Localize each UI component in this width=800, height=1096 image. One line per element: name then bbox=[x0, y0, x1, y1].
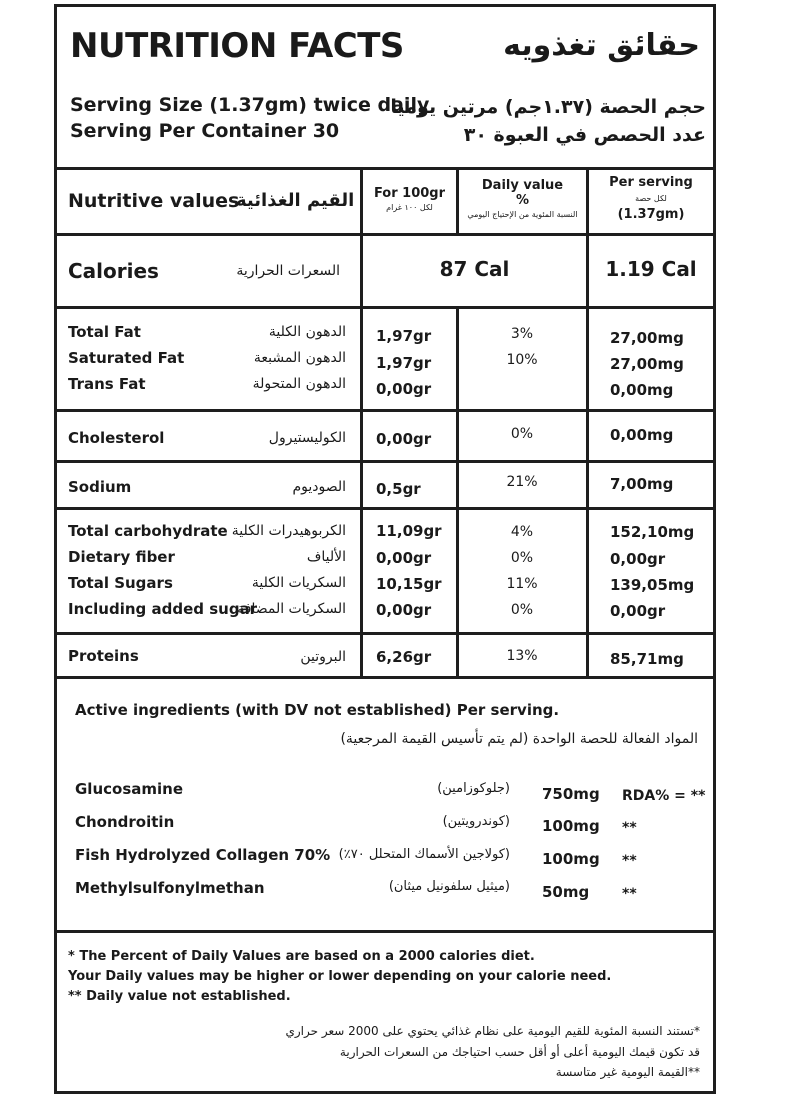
dietary-fiber-label-ar: الألياف bbox=[306, 549, 346, 565]
added-sugar-dv: 0% bbox=[510, 602, 534, 618]
added-sugar-per100: 0,00gr bbox=[376, 601, 432, 619]
col-dv-title: Daily value bbox=[481, 178, 564, 193]
saturated-fat-label: Saturated Fat bbox=[68, 349, 185, 367]
saturated-fat-label-ar: الدهون المشبعة bbox=[253, 350, 346, 366]
ingredient-rda: ** bbox=[622, 853, 637, 869]
calories-per100: 87 Cal bbox=[439, 257, 510, 281]
total-sugars-label: Total Sugars bbox=[68, 574, 173, 592]
calories-label-ar: السعرات الحرارية bbox=[236, 263, 340, 279]
saturated-fat-per-serving: 27,00mg bbox=[610, 355, 684, 373]
footnote-en-1: * The Percent of Daily Values are based on a 2000 calories diet. bbox=[68, 949, 535, 964]
total-sugars-per100: 10,15gr bbox=[376, 575, 442, 593]
col-dv-percent: % bbox=[515, 193, 530, 208]
servings-per-container-ar: عدد الحصص في العبوة ٣٠ bbox=[463, 124, 706, 146]
total-fat-per100: 1,97gr bbox=[376, 327, 432, 345]
nutritive-values-heading-ar: القيم الغذائية bbox=[236, 190, 355, 211]
col-per-serving-qty: (1.37gm) bbox=[617, 207, 685, 222]
added-sugar-per-serving: 0,00gr bbox=[610, 602, 666, 620]
column-divider bbox=[360, 306, 363, 679]
col-per100-title: For 100gr bbox=[373, 186, 446, 201]
col-per-serving-subtitle: لكل حصة bbox=[635, 194, 667, 203]
ingredient-name: Fish Hydrolyzed Collagen 70% bbox=[75, 846, 331, 864]
trans-fat-per100: 0,00gr bbox=[376, 380, 432, 398]
total-fat-label-ar: الدهون الكلية bbox=[268, 324, 346, 340]
footnote-ar-3: **القيمة اليومية غير متاسسة bbox=[555, 1065, 700, 1079]
cholesterol-per100: 0,00gr bbox=[376, 430, 432, 448]
ingredient-rda: ** bbox=[622, 820, 637, 836]
total-carbohydrate-per-serving: 152,10mg bbox=[610, 523, 695, 541]
proteins-label-ar: البروتين bbox=[300, 649, 346, 665]
saturated-fat-per100: 1,97gr bbox=[376, 354, 432, 372]
col-per100-subtitle: لكل ١٠٠ غرام bbox=[386, 203, 433, 212]
divider bbox=[54, 460, 716, 463]
active-ingredients-heading: Active ingredients (with DV not established) Per serving. bbox=[75, 701, 560, 719]
ingredient-rda: ** bbox=[622, 886, 637, 902]
total-carbohydrate-label: Total carbohydrate bbox=[68, 522, 228, 540]
col-per-serving-title: Per serving bbox=[609, 175, 693, 190]
servings-per-container-en: Serving Per Container 30 bbox=[70, 120, 340, 142]
nutritive-values-heading: Nutritive values bbox=[68, 190, 240, 212]
proteins-label: Proteins bbox=[68, 647, 139, 665]
added-sugar-label: Including added sugar bbox=[68, 600, 258, 618]
divider bbox=[54, 233, 716, 236]
active-ingredients-heading-ar: المواد الفعالة للحصة الواحدة (لم يتم تأسيس القيمة المرجعية) bbox=[340, 731, 698, 747]
proteins-dv: 13% bbox=[506, 648, 538, 664]
divider bbox=[54, 632, 716, 635]
column-divider bbox=[456, 306, 459, 679]
cholesterol-dv: 0% bbox=[510, 426, 534, 442]
divider bbox=[54, 930, 716, 933]
col-dv-subtitle: النسبة المئوية من الإحتياج اليومي bbox=[467, 210, 578, 219]
dietary-fiber-dv: 0% bbox=[510, 550, 534, 566]
added-sugar-label-ar: السكريات المضافة bbox=[237, 601, 346, 617]
ingredient-amount: 100mg bbox=[542, 817, 600, 835]
proteins-per-serving: 85,71mg bbox=[610, 650, 684, 668]
title-english: NUTRITION FACTS bbox=[70, 26, 404, 66]
saturated-fat-dv: 10% bbox=[506, 352, 538, 368]
ingredient-amount: 750mg bbox=[542, 785, 600, 803]
dietary-fiber-per-serving: 0,00gr bbox=[610, 550, 666, 568]
footnote-en-3: ** Daily value not established. bbox=[68, 989, 291, 1004]
ingredient-name: Chondroitin bbox=[75, 813, 175, 831]
total-carbohydrate-label-ar: الكربوهيدرات الكلية bbox=[231, 523, 346, 539]
calories-label: Calories bbox=[68, 259, 159, 283]
total-sugars-dv: 11% bbox=[506, 576, 538, 592]
sodium-label: Sodium bbox=[68, 478, 132, 496]
ingredient-name-ar: (جلوكوزامين) bbox=[437, 781, 510, 796]
total-sugars-label-ar: السكريات الكلية bbox=[251, 575, 346, 591]
ingredient-amount: 50mg bbox=[542, 883, 590, 901]
calories-per-serving: 1.19 Cal bbox=[605, 257, 697, 281]
title-arabic: حقائق تغذويه bbox=[503, 28, 700, 63]
divider bbox=[54, 409, 716, 412]
ingredient-name: Methylsulfonylmethan bbox=[75, 879, 265, 897]
divider bbox=[54, 167, 716, 170]
divider bbox=[54, 507, 716, 510]
divider bbox=[54, 676, 716, 679]
total-carbohydrate-per100: 11,09gr bbox=[376, 522, 442, 540]
sodium-label-ar: الصوديوم bbox=[292, 479, 346, 495]
ingredient-name-ar: (كولاجين الأسماك المتحلل ٧٠٪) bbox=[338, 847, 510, 862]
dietary-fiber-label: Dietary fiber bbox=[68, 548, 175, 566]
ingredient-name-ar: (كوندرويتين) bbox=[442, 814, 510, 829]
footnote-ar-1: *تستند النسبة المئوية للقيم اليومية على نظام غذائي يحتوي على 2000 سعر حراري bbox=[285, 1024, 700, 1038]
serving-size-en: Serving Size (1.37gm) twice daily bbox=[70, 94, 430, 116]
trans-fat-label-ar: الدهون المتحولة bbox=[252, 376, 346, 392]
dietary-fiber-per100: 0,00gr bbox=[376, 549, 432, 567]
ingredient-name: Glucosamine bbox=[75, 780, 184, 798]
sodium-dv: 21% bbox=[506, 474, 538, 490]
total-sugars-per-serving: 139,05mg bbox=[610, 576, 695, 594]
footnote-ar-2: قد تكون قيمك اليومية أعلى أو أقل حسب احتياجك من السعرات الحرارية bbox=[339, 1045, 700, 1059]
total-fat-label: Total Fat bbox=[68, 323, 141, 341]
divider bbox=[54, 306, 716, 309]
cholesterol-label: Cholesterol bbox=[68, 429, 165, 447]
ingredient-amount: 100mg bbox=[542, 850, 600, 868]
footnote-en-2: Your Daily values may be higher or lower depending on your calorie need. bbox=[68, 969, 612, 984]
column-divider bbox=[586, 306, 589, 679]
proteins-per100: 6,26gr bbox=[376, 648, 432, 666]
total-fat-dv: 3% bbox=[510, 326, 534, 342]
ingredient-name-ar: (ميثيل سلفونيل ميثان) bbox=[388, 879, 510, 894]
serving-size-ar: حجم الحصة (١.٣٧جم) مرتين يوميا bbox=[390, 96, 706, 118]
total-carbohydrate-dv: 4% bbox=[510, 524, 534, 540]
cholesterol-label-ar: الكوليستيرول bbox=[268, 430, 346, 446]
cholesterol-per-serving: 0,00mg bbox=[610, 426, 674, 444]
sodium-per100: 0,5gr bbox=[376, 480, 421, 498]
sodium-per-serving: 7,00mg bbox=[610, 475, 674, 493]
trans-fat-label: Trans Fat bbox=[68, 375, 146, 393]
trans-fat-per-serving: 0,00mg bbox=[610, 381, 674, 399]
total-fat-per-serving: 27,00mg bbox=[610, 329, 684, 347]
ingredient-rda: RDA% = ** bbox=[622, 788, 706, 804]
